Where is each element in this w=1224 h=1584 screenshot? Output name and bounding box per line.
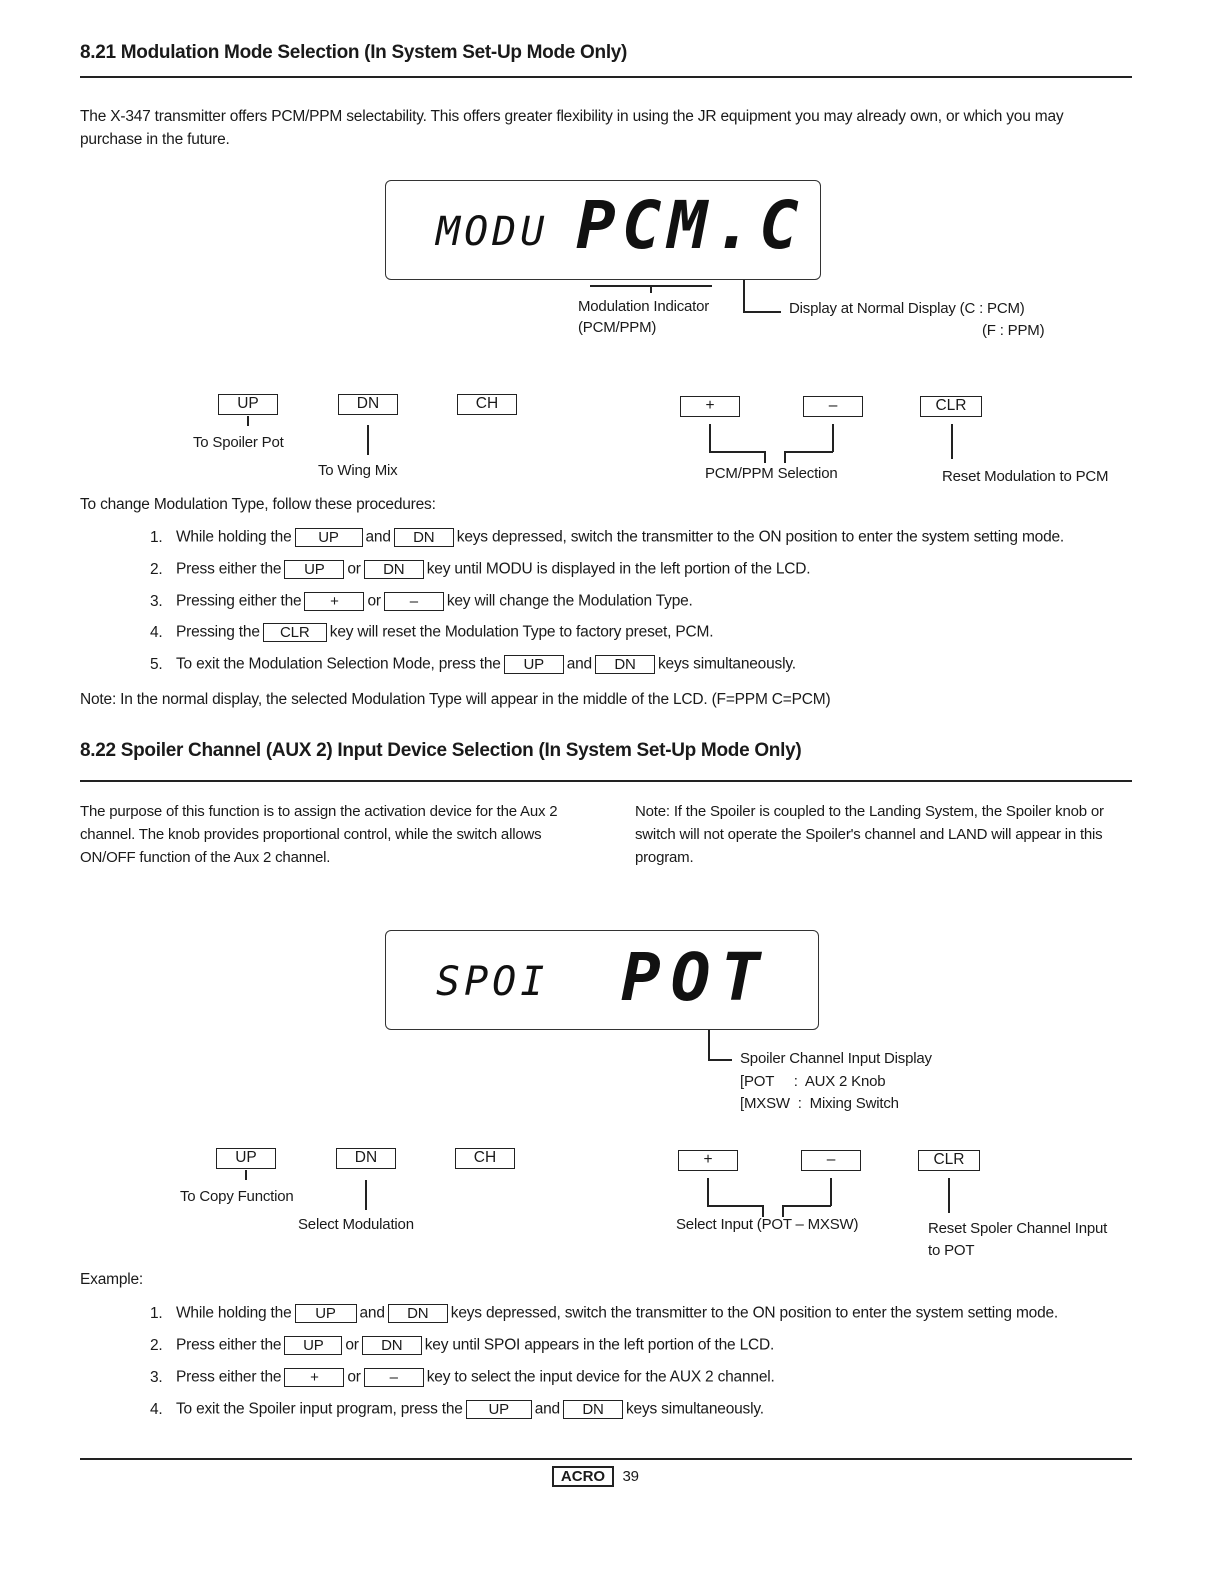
mxsw-option: [MXSW : Mixing Switch bbox=[740, 1095, 899, 1112]
step-item: 3. Press either the + or – key to select the input device for the AUX 2 channel. bbox=[150, 1368, 775, 1386]
lcd-left-text: SPOI bbox=[436, 959, 549, 1005]
plus-key-inline[interactable]: + bbox=[284, 1368, 344, 1387]
example-label: Example: bbox=[80, 1271, 144, 1288]
pm-keys-label: PCM/PPM Selection bbox=[705, 465, 838, 482]
dn-key-inline[interactable]: DN bbox=[595, 655, 655, 674]
plus-key-inline[interactable]: + bbox=[304, 592, 364, 611]
lcd-display-spoi bbox=[385, 930, 819, 1030]
key-leader bbox=[707, 1178, 709, 1206]
up-key-inline[interactable]: UP bbox=[284, 1336, 342, 1355]
dn-key-inline[interactable]: DN bbox=[362, 1336, 422, 1355]
spoiler-display-label: Spoiler Channel Input Display bbox=[740, 1050, 932, 1067]
up-key-inline[interactable]: UP bbox=[284, 560, 344, 579]
plus-key[interactable]: + bbox=[678, 1150, 738, 1171]
up-key-label: To Spoiler Pot bbox=[193, 434, 284, 451]
up-key-inline[interactable]: UP bbox=[295, 528, 363, 547]
step-item: 2. Press either the UP or DN key until SPOI appears in the left portion of the LCD. bbox=[150, 1336, 775, 1354]
up-key-inline[interactable]: UP bbox=[466, 1400, 532, 1419]
clr-key[interactable]: CLR bbox=[920, 396, 982, 417]
page-number: 39 bbox=[622, 1467, 639, 1485]
clr-key-inline[interactable]: CLR bbox=[263, 623, 327, 642]
dn-key[interactable]: DN bbox=[338, 394, 398, 415]
up-key-inline[interactable]: UP bbox=[295, 1304, 357, 1323]
purpose-paragraph: The purpose of this function is to assign the activation device for the Aux 2 channel. The knob provides proportional control, while the switch allows ON/OFF function of the Aux 2 channel. bbox=[80, 803, 558, 866]
key-leader bbox=[784, 451, 833, 453]
key-leader bbox=[365, 1180, 367, 1210]
step-item: 5. To exit the Modulation Selection Mode, press the UP and DN keys simultaneously. bbox=[150, 655, 796, 673]
key-leader bbox=[764, 451, 766, 463]
key-leader bbox=[830, 1178, 832, 1206]
key-leader bbox=[709, 424, 711, 452]
step-item: 1. While holding the UP and DN keys depressed, switch the transmitter to the ON position to enter the system setting mode. bbox=[150, 1304, 1059, 1322]
ch-key[interactable]: CH bbox=[457, 394, 517, 415]
plus-key[interactable]: + bbox=[680, 396, 740, 417]
mod-indicator-label: Modulation Indicator bbox=[578, 298, 710, 315]
clr-key-label-sub: to POT bbox=[928, 1242, 975, 1259]
leader-line bbox=[743, 311, 781, 313]
key-leader bbox=[709, 451, 764, 453]
footer-divider bbox=[80, 1458, 1132, 1460]
up-key-inline[interactable]: UP bbox=[504, 655, 564, 674]
clr-key-label: Reset Spoler Channel Input bbox=[928, 1220, 1108, 1237]
up-key-label: To Copy Function bbox=[180, 1188, 294, 1205]
acro-badge: ACRO bbox=[552, 1466, 614, 1487]
minus-key[interactable]: – bbox=[803, 396, 863, 417]
dn-key[interactable]: DN bbox=[336, 1148, 396, 1169]
key-leader bbox=[367, 425, 369, 455]
intro-paragraph: The X-347 transmitter offers PCM/PPM selectability. This offers greater flexibility in using the JR equipment you may already own, or which you may purchase in the future. bbox=[80, 108, 1064, 148]
lcd-left-text: MODU bbox=[436, 209, 549, 255]
section-heading-8-22: 8.22 Spoiler Channel (AUX 2) Input Device Selection (In System Set-Up Mode Only) bbox=[80, 740, 802, 761]
step-item: 3. Pressing either the + or – key will change the Modulation Type. bbox=[150, 592, 693, 610]
dn-key-inline[interactable]: DN bbox=[563, 1400, 623, 1419]
lcd-display-modu bbox=[385, 180, 821, 280]
minus-key[interactable]: – bbox=[801, 1150, 861, 1171]
key-leader bbox=[247, 416, 249, 426]
step-item: 4. Pressing the CLR key will reset the Modulation Type to factory preset, PCM. bbox=[150, 623, 714, 641]
minus-key-inline[interactable]: – bbox=[384, 592, 444, 611]
mod-indicator-sub: (PCM/PPM) bbox=[578, 319, 657, 336]
dn-key-inline[interactable]: DN bbox=[394, 528, 454, 547]
key-leader bbox=[951, 424, 953, 459]
leader-line bbox=[708, 1059, 732, 1061]
clr-key-label: Reset Modulation to PCM bbox=[942, 468, 1109, 485]
section-heading-8-21: 8.21 Modulation Mode Selection (In System Set-Up Mode Only) bbox=[80, 42, 628, 63]
lcd-right-text: POT bbox=[621, 939, 771, 1016]
procedure-intro: To change Modulation Type, follow these procedures: bbox=[80, 496, 436, 513]
clr-key[interactable]: CLR bbox=[918, 1150, 980, 1171]
section-divider bbox=[80, 780, 1132, 782]
leader-line bbox=[708, 1030, 710, 1060]
key-leader bbox=[707, 1205, 762, 1207]
bracket-tick bbox=[650, 285, 652, 293]
key-leader bbox=[832, 424, 834, 452]
ch-key[interactable]: CH bbox=[455, 1148, 515, 1169]
step-item: 2. Press either the UP or DN key until MODU is displayed in the left portion of the LCD. bbox=[150, 560, 811, 578]
key-leader bbox=[245, 1170, 247, 1180]
key-leader bbox=[948, 1178, 950, 1213]
dn-key-label: Select Modulation bbox=[298, 1216, 414, 1233]
key-leader bbox=[784, 451, 786, 463]
key-leader bbox=[782, 1205, 831, 1207]
dn-key-inline[interactable]: DN bbox=[364, 560, 424, 579]
display-normal-label: Display at Normal Display (C : PCM) bbox=[789, 300, 1025, 317]
minus-key-inline[interactable]: – bbox=[364, 1368, 424, 1387]
pm-keys-label: Select Input (POT – MXSW) bbox=[676, 1216, 859, 1233]
up-key[interactable]: UP bbox=[216, 1148, 276, 1169]
step-item: 4. To exit the Spoiler input program, press the UP and DN keys simultaneously. bbox=[150, 1400, 764, 1418]
leader-line bbox=[743, 280, 745, 312]
lcd-right-text: PCM.C bbox=[576, 187, 805, 264]
display-normal-sub: (F : PPM) bbox=[982, 322, 1045, 339]
normal-display-note: Note: In the normal display, the selected Modulation Type will appear in the middle of the LCD. (F=PPM C=PCM) bbox=[80, 691, 831, 708]
up-key[interactable]: UP bbox=[218, 394, 278, 415]
landing-note: Note: If the Spoiler is coupled to the Landing System, the Spoiler knob or switch will not operate the Spoiler's channel and LAND will appear in this program. bbox=[635, 803, 1104, 866]
page-footer bbox=[552, 1466, 639, 1487]
dn-key-label: To Wing Mix bbox=[318, 462, 398, 479]
section-divider bbox=[80, 76, 1132, 78]
dn-key-inline[interactable]: DN bbox=[388, 1304, 448, 1323]
step-item: 1. While holding the UP and DN keys depressed, switch the transmitter to the ON position to enter the system setting mode. bbox=[150, 528, 1065, 546]
pot-option: [POT : AUX 2 Knob bbox=[740, 1073, 886, 1090]
